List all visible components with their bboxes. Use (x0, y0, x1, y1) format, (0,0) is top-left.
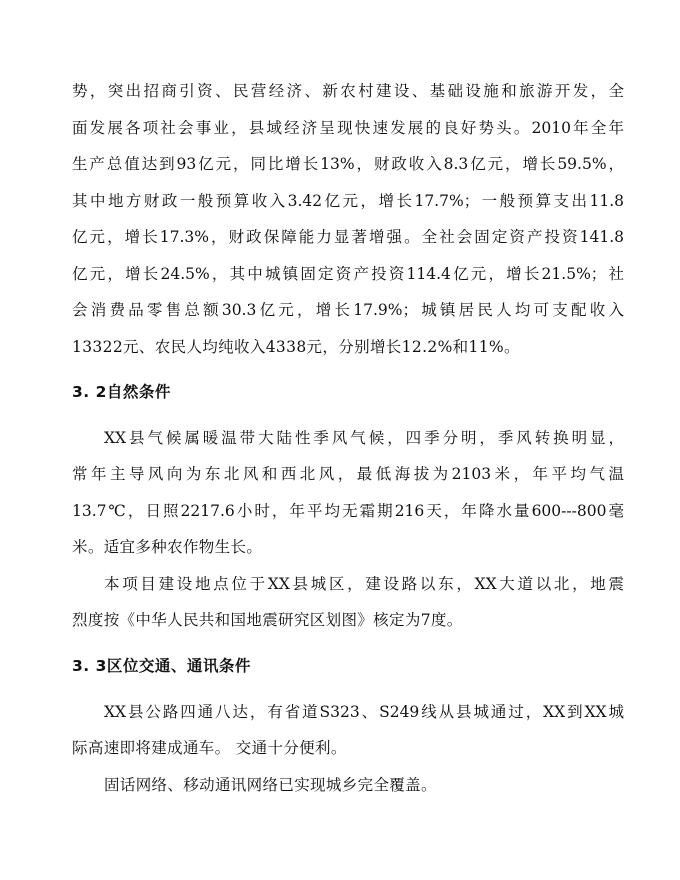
natural-para1-line-1: XX县气候属暖温带大陆性季风气候，四季分明，季风转换明显， (104, 429, 624, 447)
natural-para1-line-2: 常年主导风向为东北风和西北风，最低海拔为2103米，年平均气温 (72, 465, 624, 483)
natural-para2-line-1: 本项目建设地点位于XX县城区，建设路以东，XX大道以北，地震 (104, 575, 624, 593)
natural-para1-line-3: 13.7℃，日照2217.6小时，年平均无霜期216天，年降水量600---800毫 (72, 502, 624, 520)
economy-line-5: 亿元，增长17.3%，财政保障能力显著增强。全社会固定资产投资141.8 (72, 228, 624, 246)
transport-para1-line-1: XX县公路四通八达，有省道S323、S249线从县城通过，XX到XX城 (104, 703, 624, 721)
economy-line-1: 势，突出招商引资、民营经济、新农村建设、基础设施和旅游开发，全 (72, 82, 624, 100)
economy-line-4: 其中地方财政一般预算收入3.42亿元，增长17.7%；一般预算支出11.8 (72, 192, 624, 210)
economy-line-8: 13322元、农民人均纯收入4338元，分别增长12.2%和11%。 (72, 338, 520, 356)
economy-line-7: 会消费品零售总额30.3亿元，增长17.9%；城镇居民人均可支配收入 (72, 301, 624, 319)
section-heading-transport: 3. 3区位交通、通讯条件 (72, 657, 251, 675)
transport-para1-line-2: 际高速即将建成通车。 交通十分便利。 (72, 739, 347, 757)
section-heading-natural: 3. 2自然条件 (72, 383, 171, 401)
transport-para2-line-1: 固话网络、移动通讯网络已实现城乡完全覆盖。 (104, 776, 437, 794)
natural-para2-line-2: 烈度按《中华人民共和国地震研究区划图》核定为7度。 (72, 611, 463, 629)
economy-line-2: 面发展各项社会事业，县域经济呈现快速发展的良好势头。2010年全年 (72, 119, 624, 137)
natural-para1-line-4: 米。适宜多种农作物生长。 (72, 538, 263, 556)
economy-line-6: 亿元，增长24.5%，其中城镇固定资产投资114.4亿元，增长21.5%；社 (72, 265, 624, 283)
economy-line-3: 生产总值达到93亿元，同比增长13%，财政收入8.3亿元，增长59.5%， (72, 155, 624, 173)
